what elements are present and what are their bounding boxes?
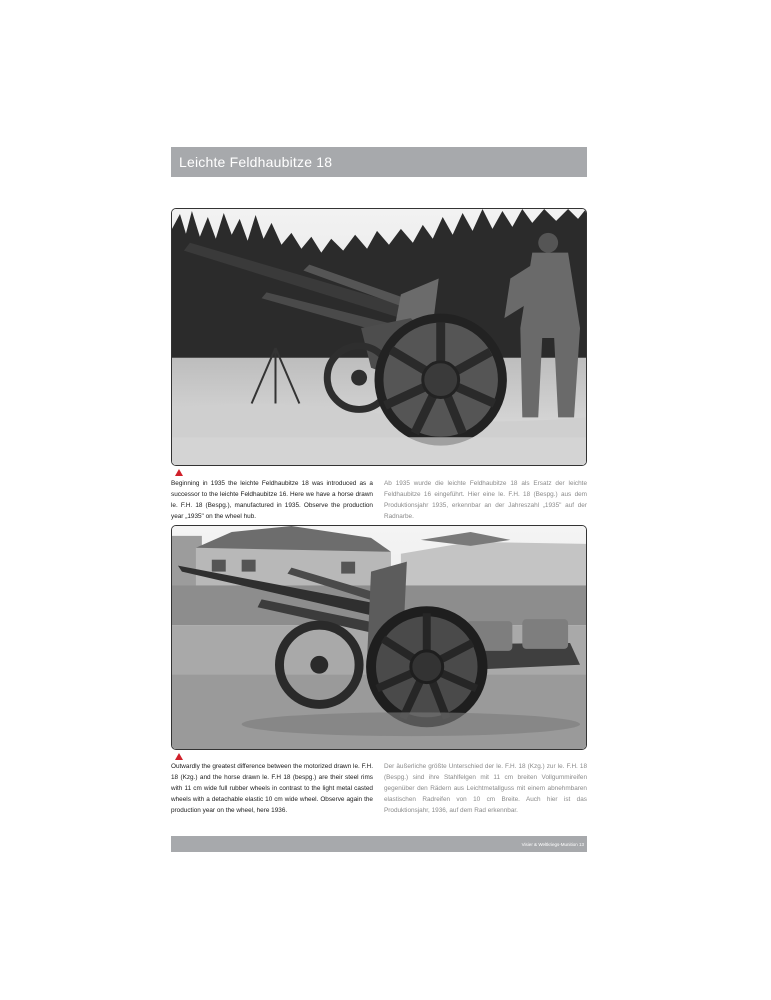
caption-marker-1 [175,469,183,476]
caption-english-2: Outwardly the greatest difference between the motorized drawn le. F.H. 18 (Kzg.) and the horse drawn le. F.H 18 (bespg.) are their steel rims with 11 cm wide full rubber wheels in contrast to the light metal casted wheels with a detachable elastic 10 cm wide wheel. Observe again the production year on the wheel, here 1936. [171,763,373,814]
caption-marker-2 [175,753,183,760]
chapter-header-band [171,147,587,177]
photo-howitzer-yard [171,525,587,750]
photo-howitzer-field [171,208,587,466]
caption-german-1: Ab 1935 wurde die leichte Feldhaubitze 18 als Ersatz der leichte Feldhaubitze 16 eingeführt. Hier eine le. F.H. 18 (Bespg.) aus dem Produktionsjahr 1935, erkennbar an der Jahreszahl „1935" auf der Radnarbe. [384,480,587,520]
chapter-title: Leichte Feldhaubitze 18 [179,154,333,170]
caption-english-1: Beginning in 1935 the leichte Feldhaubitze 18 was introduced as a successor to the leichte Feldhaubitze 16. Here we have a horse drawn le. F.H. 18 (Bespg.), manufactured in 1935. Observe the production year „1935" on the wheel hub. [171,480,373,520]
footer-page-label: Visier & Weltkriegs-Munition 13 [521,841,584,847]
footer-band [171,836,587,852]
caption-german-2: Der äußerliche größte Unterschied der le. F.H. 18 (Kzg.) zur le. F.H. 18 (Bespg.) sind ihre Stahlfelgen mit 11 cm breiten Vollgummireifen gegenüber den Rädern aus Leichtmetallguss mit einem abnehmbaren elastischen Radreifen von 10 cm Breite. Auch hier ist das Produktionsjahr, 1936, auf dem Rad erkennbar. [384,763,587,814]
